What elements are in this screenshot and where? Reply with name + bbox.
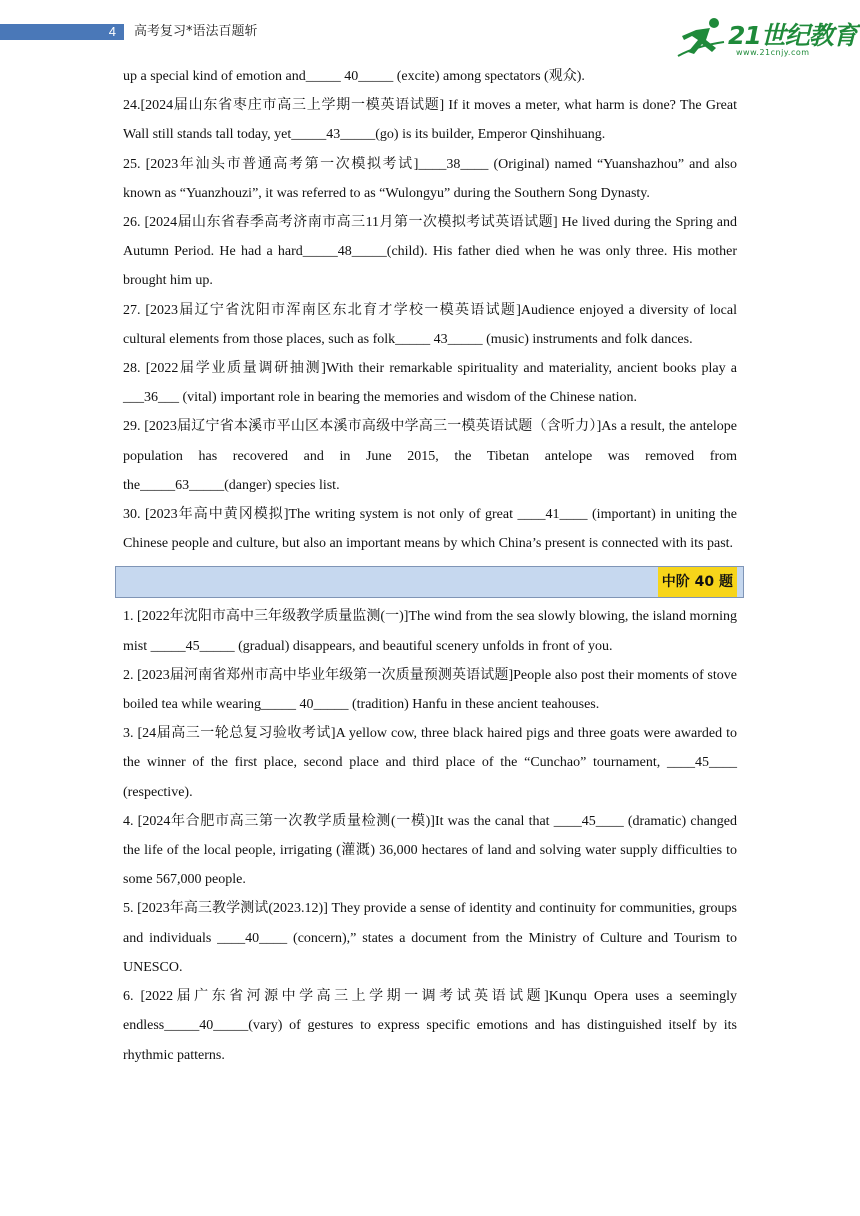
question-paragraph: 29. [2023届辽宁省本溪市平山区本溪市高级中学高三一模英语试题（含听力）]As a result, the antelope population has recovered and in June 2015, the Tibetan antelope was removed from the_____63_____(danger) species list. bbox=[123, 419, 737, 493]
question-paragraph: 30. [2023年高中黄冈模拟]The writing system is not only of great ____41____ (important) in uniting the Chinese people and culture, but also an important means by which China’s present is connected with its past. bbox=[123, 507, 737, 552]
question-paragraph: 4. [2024年合肥市高三第一次教学质量检测(一模)]It was the canal that ____45____ (dramatic) changed the life of the local people, irrigating (灌溉) 36,000 hectares of land and solving water supply difficulties to some 567,000 people. bbox=[123, 813, 737, 888]
section-label: 中阶 40 题 bbox=[658, 567, 737, 597]
question-paragraph: 2. [2023届河南省郑州市高中毕业年级第一次质量预测英语试题]People also post their moments of stove boiled tea while wearing_____ 40_____ (tradition) Hanfu in these ancient teahouses. bbox=[123, 667, 737, 713]
question-paragraph: 27. [2023届辽宁省沈阳市浑南区东北育才学校一模英语试题]Audience enjoyed a diversity of local cultural elements from those places, such as folk_____ 43_____ (music) instruments and folk dances. bbox=[123, 302, 737, 347]
question-paragraph: 6. [2022届广东省河源中学高三上学期一调考试英语试题]Kunqu Opera uses a seemingly endless_____40_____(vary) of gestures to express specific emotions and has distinguished itself by its rhythmic patterns. bbox=[123, 989, 737, 1063]
document-body bbox=[123, 62, 737, 1070]
question-paragraph: 3. [24届高三一轮总复习验收考试]A yellow cow, three black haired pigs and three goats were awarded to the winner of the first place, second place and third place of the “Cunchao” tournament, ____45____ (respective). bbox=[123, 726, 737, 800]
header-title: 高考复习*语法百题斩 bbox=[134, 24, 258, 39]
question-paragraph: 26. [2024届山东省春季高考济南市高三11月第一次模拟考试英语试题] He lived during the Spring and Autumn Period. He had a hard_____48_____(child). His father died when he was only three. His mother brought him up. bbox=[123, 215, 737, 289]
question-paragraph: 24.[2024届山东省枣庄市高三上学期一模英语试题] If it moves a meter, what harm is done? The Great Wall still stands tall today, yet_____43_____(go) is its builder, Emperor Qinshihuang. bbox=[123, 98, 737, 143]
question-paragraph: 28. [2022届学业质量调研抽测]With their remarkable spirituality and materiality, ancient books play a ___36___ (vital) important role in bearing the memories and wisdom of the Chinese nation. bbox=[123, 361, 737, 406]
section-banner bbox=[115, 566, 744, 598]
page-number: 4 bbox=[108, 24, 116, 39]
brand-logo bbox=[676, 14, 857, 60]
question-paragraph: 1. [2022年沈阳市高中三年级教学质量监测(一)]The wind from the sea slowly blowing, the island morning mist _____45_____ (gradual) disappears, and beautiful scenery unfolds in front of you. bbox=[123, 609, 737, 654]
question-paragraph: up a special kind of emotion and_____ 40_____ (excite) among spectators (观众). bbox=[123, 69, 585, 84]
logo-url: www.21cnjy.com bbox=[736, 48, 810, 57]
logo-text: 21世纪教育 bbox=[728, 21, 857, 50]
runner-icon bbox=[676, 16, 728, 58]
question-paragraph: 5. [2023年高三教学测试(2023.12)] They provide a sense of identity and continuity for communities, groups and individuals ____40____ (concern),” states a document from the Ministry of Culture and Tourism to UNESCO. bbox=[123, 901, 737, 975]
question-paragraph: 25. [2023年汕头市普通高考第一次模拟考试]____38____ (Original) named “Yuanshazhou” and also known as “Yuanzhouzi”, it was referred to as “Wulongyu” during the Southern Song Dynasty. bbox=[123, 156, 737, 201]
